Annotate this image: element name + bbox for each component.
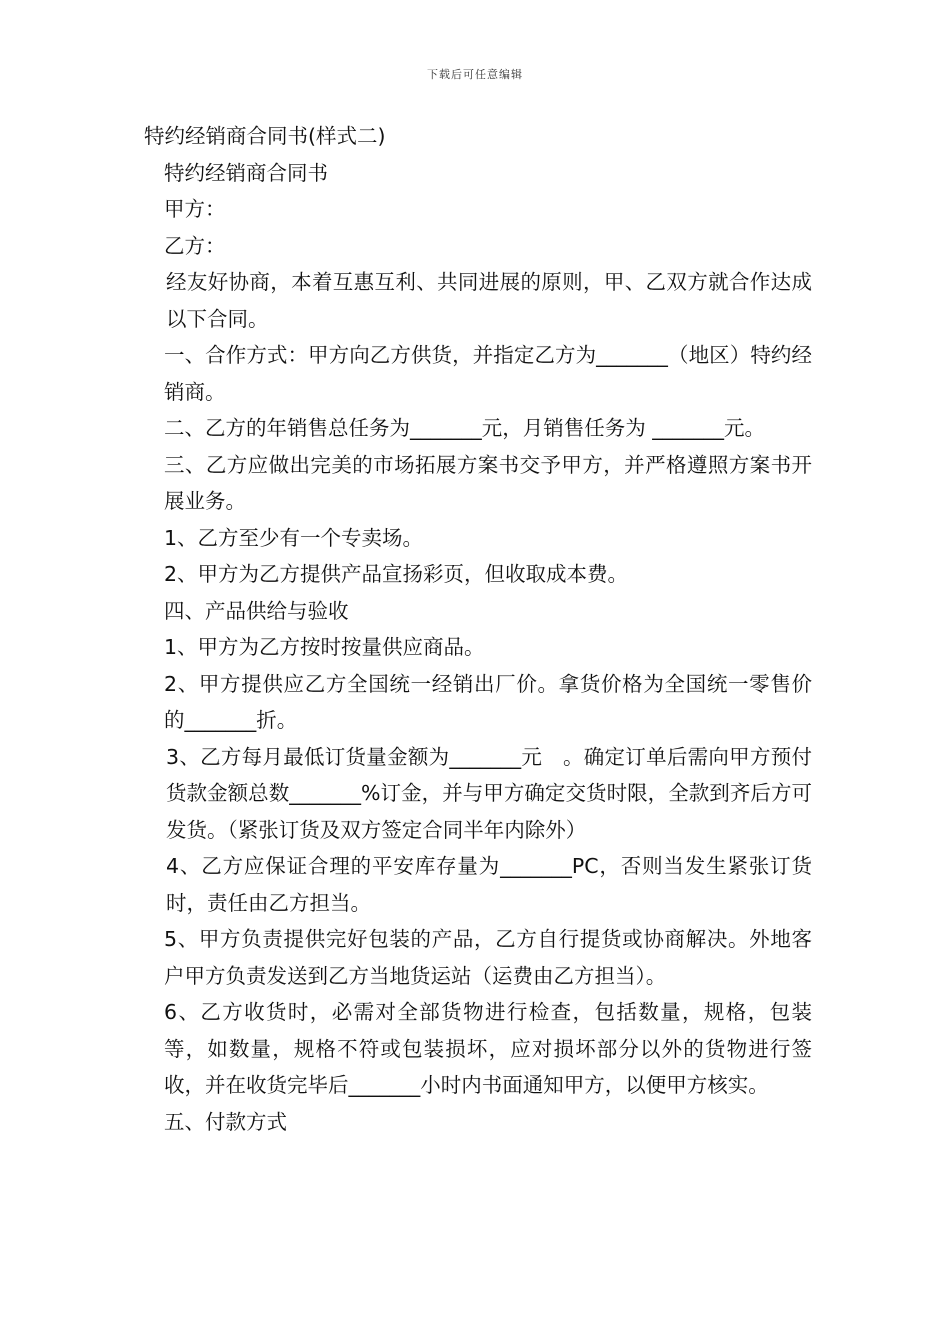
clause-4-item-1: 1、甲方为乙方按时按量供应商品。 [164, 635, 485, 659]
clause-4-item-3: 3、乙方每月最低订货量金额为_______元 。确定订单后需向甲方预付货款金额总数_______%订金，并与甲方确定交货时限，全款到齐后方可发货。（紧张订货及双方签定合同半年内除外） [166, 744, 812, 842]
document-title: 特约经销商合同书(样式二) [144, 124, 386, 148]
contract-heading: 特约经销商合同书 [164, 160, 328, 185]
preamble-paragraph: 经友好协商，本着互惠互利、共同进展的原则，甲、乙双方就合作达成以下合同。 [166, 270, 812, 331]
document-body [144, 118, 812, 1140]
clause-4-heading: 四、产品供给与验收 [164, 598, 349, 623]
clause-4-item-4: 4、乙方应保证合理的平安库存量为_______PC，否则当发生紧张订货时，责任由乙方担当。 [166, 854, 812, 915]
party-a-line: 甲方： [164, 197, 226, 221]
clause-3-item-2: 2、甲方为乙方提供产品宣扬彩页，但收取成本费。 [164, 562, 629, 586]
clause-4-item-6: 6、乙方收货时，必需对全部货物进行检查，包括数量，规格，包装等，如数量，规格不符或包装损坏，应对损坏部分以外的货物进行签收，并在收货完毕后_______小时内书面通知甲方，以便甲方核实。 [164, 1000, 812, 1097]
page-header-note: 下载后可任意编辑 [427, 68, 523, 81]
clause-4-item-5: 5、甲方负责提供完好包装的产品，乙方自行提货或协商解决。外地客户甲方负责发送到乙方当地货运站（运费由乙方担当）。 [164, 927, 812, 988]
clause-2-sales-target: 二、乙方的年销售总任务为_______元，月销售任务为 _______元。 [164, 416, 766, 440]
clause-1-cooperation: 一、合作方式：甲方向乙方供货，并指定乙方为_______（地区）特约经销商。 [164, 343, 812, 404]
clause-5-heading: 五、付款方式 [164, 1109, 287, 1134]
clause-3-market-plan: 三、乙方应做出完美的市场拓展方案书交予甲方，并严格遵照方案书开展业务。 [164, 452, 812, 513]
clause-4-item-2: 2、甲方提供应乙方全国统一经销出厂价。拿货价格为全国统一零售价的_______折。 [164, 671, 812, 732]
party-b-line: 乙方： [164, 233, 226, 258]
clause-3-item-1: 1、乙方至少有一个专卖场。 [164, 525, 424, 550]
